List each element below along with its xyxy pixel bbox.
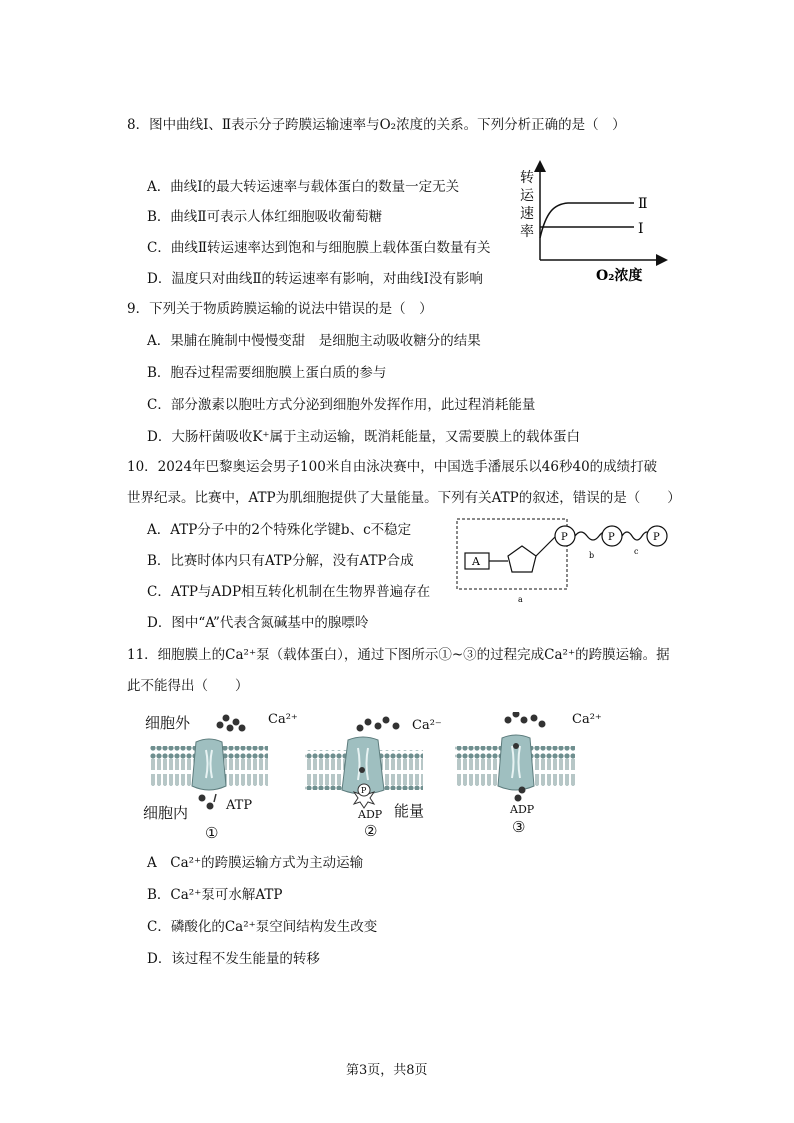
phosphate-label: P	[361, 786, 367, 795]
q10-stem-line1: 10．2024年巴黎奥运会男子100米自由泳决赛中，中国选手潘展乐以46秒40的成绩打破	[127, 459, 658, 475]
ion-label-2: Ca²⁻	[412, 718, 442, 733]
q9-option-a: A．果脯在腌制中慢慢变甜 是细胞主动吸收糖分的结果	[147, 333, 481, 349]
bond-b-label: b	[589, 551, 595, 560]
q11-option-d: D．该过程不发生能量的转移	[147, 951, 320, 967]
q11-option-c: C．磷酸化的Ca²⁺泵空间结构发生改变	[147, 919, 378, 935]
q11-option-a: A Ca²⁺的跨膜运输方式为主动运输	[147, 855, 364, 871]
bond-c-label: c	[634, 547, 639, 556]
membrane-1	[150, 739, 268, 790]
q9-option-c: C．部分激素以胞吐方式分泌到细胞外发挥作用，此过程消耗能量	[147, 397, 536, 413]
curve-i-label: Ⅰ	[638, 221, 644, 237]
q10-option-c: C．ATP与ADP相互转化机制在生物界普遍存在	[147, 584, 431, 600]
y-label-4: 率	[520, 224, 534, 240]
q10-stem-line2: 世界纪录。比赛中，ATP为肌细胞提供了大量能量。下列有关ATP的叙述，错误的是（ ）	[127, 490, 681, 506]
q10-option-d: D．图中“A”代表含氮碱基中的腺嘌呤	[147, 615, 369, 631]
adenine-label: A	[472, 555, 480, 568]
phosphate-3-label: P	[653, 532, 660, 543]
phosphate-2-label: P	[608, 532, 615, 543]
energy-label: 能量	[394, 802, 425, 820]
adp-label-3: ADP	[510, 803, 535, 816]
q9-stem: 9．下列关于物质跨膜运输的说法中错误的是（ ）	[127, 301, 433, 317]
y-label-1: 转	[520, 170, 534, 186]
atp-label: ATP	[226, 798, 253, 813]
atp-structure-diagram	[452, 514, 674, 606]
pump-1	[192, 739, 226, 790]
q11-stem-line1: 11．细胞膜上的Ca²⁺泵（载体蛋白），通过下图所示①~③的过程完成Ca²⁺的跨膜运输。据	[127, 647, 670, 663]
curve-ii	[540, 203, 634, 238]
q9-option-b: B．胞吞过程需要细胞膜上蛋白质的参与	[147, 365, 387, 381]
y-label-2: 运	[520, 188, 534, 204]
step-3-label: ③	[512, 818, 526, 836]
step-1-label: ①	[205, 824, 219, 842]
y-label-3: 速	[520, 206, 534, 222]
q8-rate-graph	[510, 160, 670, 290]
x-label: O₂浓度	[596, 268, 643, 284]
q8-option-d: D．温度只对曲线Ⅱ的转运速率有影响，对曲线Ⅰ没有影响	[147, 271, 483, 287]
q11-option-b: B．Ca²⁺泵可水解ATP	[147, 887, 283, 903]
ribose-pentagon	[508, 546, 536, 572]
q8-option-b: B．曲线Ⅱ可表示人体红细胞吸收葡萄糖	[147, 209, 383, 225]
q9-option-d: D．大肠杆菌吸收K⁺属于主动运输，既消耗能量，又需要膜上的载体蛋白	[147, 429, 581, 445]
q8-stem: 8．图中曲线Ⅰ、Ⅱ表示分子跨膜运输速率与O₂浓度的关系。下列分析正确的是（ ）	[127, 117, 626, 133]
q8-option-a: A．曲线Ⅰ的最大转运速率与载体蛋白的数量一定无关	[147, 179, 460, 195]
q10-option-b: B．比赛时体内只有ATP分解，没有ATP合成	[147, 553, 414, 569]
adp-label-2: ADP	[358, 808, 383, 821]
q11-stem-line2: 此不能得出（ ）	[127, 678, 249, 694]
calcium-pump-figure	[150, 712, 620, 822]
page-footer: 第3页，共8页	[346, 1063, 428, 1078]
inside-label: 细胞内	[143, 804, 189, 822]
q10-option-a: A．ATP分子中的2个特殊化学键b、c不稳定	[147, 522, 412, 538]
curve-ii-label: Ⅱ	[638, 196, 648, 212]
ion-label-1: Ca²⁺	[268, 712, 298, 727]
ion-label-3: Ca²⁺	[572, 712, 602, 727]
phosphate-1-label: P	[561, 532, 568, 543]
bracket-label: a	[518, 595, 523, 604]
outside-label: 细胞外	[145, 714, 191, 732]
step-2-label: ②	[364, 822, 378, 840]
q8-option-c: C．曲线Ⅱ转运速率达到饱和与细胞膜上载体蛋白数量有关	[147, 240, 491, 256]
